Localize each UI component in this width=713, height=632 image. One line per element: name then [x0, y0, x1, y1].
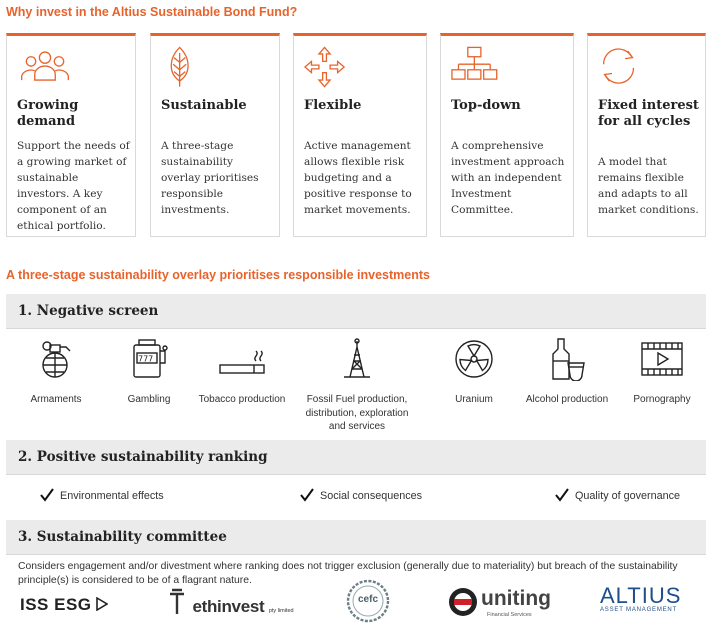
card-title: Flexible: [304, 98, 362, 113]
stage-title: 3. Sustainability committee: [18, 529, 227, 545]
stage-title: 2. Positive sustainability ranking: [18, 449, 268, 465]
ethinvest-mark-icon: [168, 588, 188, 616]
ethinvest-sub: pty limited: [268, 608, 294, 614]
ranking-label: Social consequences: [320, 490, 423, 502]
slot-machine-icon: [128, 337, 170, 381]
card-title: Fixed interest for all cycles: [598, 98, 699, 129]
positive-ranking-panel: [6, 440, 706, 518]
iss-esg-logo: [20, 595, 108, 615]
cefc-text: cefc: [357, 594, 378, 605]
neg-label: Armaments: [30, 394, 82, 405]
negative-screen-panel: [6, 294, 706, 438]
people-group-icon: [17, 44, 73, 90]
ranking-item: [300, 488, 422, 502]
checkmark-icon: [40, 488, 54, 502]
bottle-glass-icon: [546, 337, 588, 381]
card-desc: A model that remains flexible and adapts to all market conditions.: [598, 156, 699, 216]
card-fixed-interest: [587, 33, 706, 237]
card-desc: A comprehensive investment approach with an independent Investment Committee.: [451, 140, 565, 216]
svg-text:777: 777: [138, 354, 154, 364]
committee-desc: Considers engagement and/or divestment where ranking does not trigger exclusion (generally due to materiality) but breach of the sustainability principle(s) is considered to be of a flagrant nature.: [18, 561, 678, 586]
overlay-heading: A three-stage sustainability overlay prioritises responsible investments: [6, 268, 430, 282]
card-top-down: [440, 33, 574, 237]
neg-item-armaments: [8, 337, 104, 407]
org-chart-icon: [451, 44, 507, 90]
panel-header: [6, 294, 706, 329]
panel-header: [6, 520, 706, 555]
checkmark-icon: [300, 488, 314, 502]
ethinvest-logo: [168, 588, 294, 617]
card-desc: Active management allows flexible risk budgeting and a positive response to market movements.: [304, 140, 412, 216]
card-desc: A three-stage sustainability overlay prioritises responsible investments.: [161, 140, 259, 216]
ranking-label: Quality of governance: [575, 490, 681, 502]
triangle-arrow-icon: [96, 597, 108, 611]
uniting-text: uniting: [481, 587, 551, 610]
neg-label: Fossil Fuel production, distribution, exploration and services: [305, 394, 409, 432]
ranking-item: [40, 488, 164, 502]
panel-header: [6, 440, 706, 475]
ranking-item: [555, 488, 680, 502]
uniting-mark-icon: [447, 586, 479, 618]
card-title: Top-down: [451, 98, 521, 113]
card-title: Growing demand: [17, 98, 79, 129]
oil-rig-icon: [336, 337, 378, 381]
altius-sub: ASSET MANAGEMENT: [600, 607, 678, 613]
neg-label: Tobacco production: [198, 394, 286, 405]
neg-label: Gambling: [127, 394, 171, 405]
neg-item-gambling: [101, 337, 197, 407]
ranking-label: Environmental effects: [60, 490, 164, 502]
card-sustainable: [150, 33, 280, 237]
why-invest-heading: Why invest in the Altius Sustainable Bond Fund?: [6, 5, 298, 19]
altius-logo: [600, 583, 681, 613]
stage-title: 1. Negative screen: [18, 303, 159, 319]
card-flexible: [293, 33, 427, 237]
cigarette-icon: [216, 337, 268, 381]
iss-logo-text: ISS ESG: [20, 595, 92, 614]
checkmark-icon: [555, 488, 569, 502]
neg-item-pornography: [614, 337, 710, 407]
neg-item-uranium: [426, 337, 522, 407]
uniting-sub: Financial Services: [487, 612, 532, 618]
neg-item-tobacco: [194, 337, 290, 407]
leaf-icon: [161, 44, 217, 90]
neg-item-fossil-fuel: [297, 337, 417, 434]
card-title: Sustainable: [161, 98, 247, 113]
neg-item-alcohol: [519, 337, 615, 407]
card-desc: Support the needs of a growing market of sustainable investors. A key component of an ethical portfolio.: [17, 140, 130, 232]
altius-text: ALTIUS: [600, 583, 682, 608]
video-play-icon: [639, 337, 685, 381]
neg-label: Pornography: [633, 394, 691, 405]
grenade-icon: [35, 337, 77, 381]
ethinvest-text: ethinvest: [192, 597, 265, 616]
radiation-icon: [453, 337, 495, 381]
neg-label: Uranium: [455, 394, 493, 405]
cycle-arrows-icon: [598, 44, 654, 90]
neg-label: Alcohol production: [525, 394, 609, 405]
card-growing-demand: [6, 33, 136, 237]
four-arrows-icon: [304, 44, 360, 90]
